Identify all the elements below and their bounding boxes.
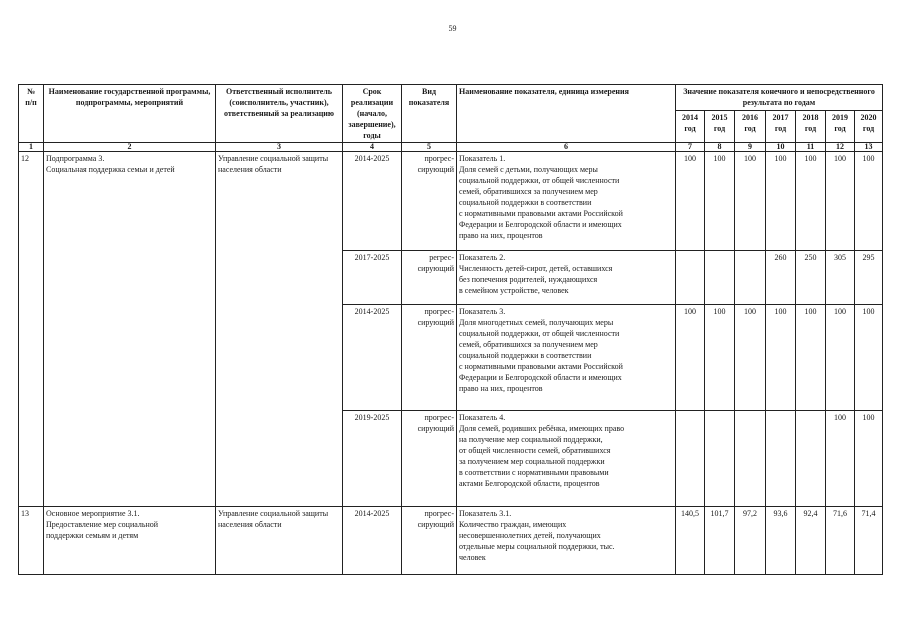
indicator-type: регрес- сирующий — [402, 251, 457, 305]
value-cell — [705, 251, 735, 305]
value-cell: 100 — [676, 152, 705, 251]
indicator-text: Показатель 4. Доля семей, родивших ребёнка, имеющих право на получение мер социальной поддержки, от общей численности семей, обратившихся за получением мер социальной поддержки в соответствии с нормативными правовыми актами Белгородской области, процентов — [457, 411, 676, 507]
header-type: Вид показателя — [402, 85, 457, 143]
program-name: Подпрограмма 3. Социальная поддержка семьи и детей — [44, 152, 216, 507]
column-number: 11 — [796, 143, 826, 152]
column-number: 6 — [457, 143, 676, 152]
header-indicator: Наименование показателя, единица измерения — [457, 85, 676, 143]
indicators-table — [18, 84, 883, 575]
value-cell: 100 — [705, 152, 735, 251]
column-number: 12 — [826, 143, 855, 152]
executor: Управление социальной защиты населения области — [216, 152, 343, 507]
value-cell — [676, 411, 705, 507]
indicator-text: Показатель 3.1. Количество граждан, имеющих несовершеннолетних детей, получающих отдельные меры социальной поддержки, тыс. человек — [457, 507, 676, 575]
indicator-text: Показатель 2. Численность детей-сирот, детей, оставшихся без попечения родителей, нуждающихся в семейном устройстве, человек — [457, 251, 676, 305]
period: 2014-2025 — [343, 152, 402, 251]
value-cell: 97,2 — [735, 507, 766, 575]
header-year: 2020 год — [855, 111, 883, 143]
column-number: 10 — [766, 143, 796, 152]
executor: Управление социальной защиты населения области — [216, 507, 343, 575]
column-number: 3 — [216, 143, 343, 152]
value-cell: 101,7 — [705, 507, 735, 575]
value-cell: 100 — [796, 152, 826, 251]
value-cell: 100 — [826, 305, 855, 411]
column-number: 5 — [402, 143, 457, 152]
header-name: Наименование государственной программы, подпрограммы, мероприятий — [44, 85, 216, 143]
header-num: № п/п — [19, 85, 44, 143]
header-executor: Ответственный исполнитель (соисполнитель, участник), ответственный за реализацию — [216, 85, 343, 143]
header-year: 2015 год — [705, 111, 735, 143]
value-cell: 260 — [766, 251, 796, 305]
value-cell — [766, 411, 796, 507]
column-number: 8 — [705, 143, 735, 152]
value-cell: 100 — [855, 305, 883, 411]
value-cell: 100 — [735, 152, 766, 251]
period: 2017-2025 — [343, 251, 402, 305]
value-cell — [705, 411, 735, 507]
table-row — [19, 507, 883, 575]
indicator-text: Показатель 1. Доля семей с детьми, получающих меры социальной поддержки, от общей численности семей, обратившихся за получением мер социальной поддержки в соответствии с нормативными правовыми актами Российской Федерации и Белгородской области и имеющих право на них, процентов — [457, 152, 676, 251]
header-year: 2019 год — [826, 111, 855, 143]
period: 2014-2025 — [343, 305, 402, 411]
value-cell: 100 — [826, 152, 855, 251]
value-cell: 100 — [766, 152, 796, 251]
value-cell: 100 — [735, 305, 766, 411]
column-number: 7 — [676, 143, 705, 152]
header-values: Значение показателя конечного и непосредственного результата по годам — [676, 85, 883, 111]
value-cell: 100 — [796, 305, 826, 411]
value-cell — [735, 411, 766, 507]
header-period: Срок реализации (начало, завершение), годы — [343, 85, 402, 143]
value-cell: 100 — [826, 411, 855, 507]
column-number: 13 — [855, 143, 883, 152]
value-cell: 100 — [705, 305, 735, 411]
value-cell: 100 — [676, 305, 705, 411]
header-year: 2014 год — [676, 111, 705, 143]
value-cell: 100 — [766, 305, 796, 411]
value-cell — [676, 251, 705, 305]
value-cell: 71,6 — [826, 507, 855, 575]
value-cell: 295 — [855, 251, 883, 305]
value-cell: 100 — [855, 411, 883, 507]
value-cell — [796, 411, 826, 507]
indicator-type: прогрес- сирующий — [402, 152, 457, 251]
row-number: 13 — [19, 507, 44, 575]
period: 2014-2025 — [343, 507, 402, 575]
value-cell: 305 — [826, 251, 855, 305]
indicator-type: прогрес- сирующий — [402, 305, 457, 411]
column-number: 2 — [44, 143, 216, 152]
column-number: 1 — [19, 143, 44, 152]
indicator-text: Показатель 3. Доля многодетных семей, получающих меры социальной поддержки, от общей численности семей, обратившихся за получением мер социальной поддержки в соответствии с нормативными правовыми актами Российской Федерации и Белгородской области и имеющих право на них, процентов — [457, 305, 676, 411]
page-number: 59 — [448, 24, 457, 33]
value-cell: 92,4 — [796, 507, 826, 575]
value-cell: 140,5 — [676, 507, 705, 575]
value-cell: 93,6 — [766, 507, 796, 575]
value-cell — [735, 251, 766, 305]
value-cell: 71,4 — [855, 507, 883, 575]
value-cell: 250 — [796, 251, 826, 305]
header-year: 2017 год — [766, 111, 796, 143]
table-row — [19, 152, 883, 251]
value-cell: 100 — [855, 152, 883, 251]
period: 2019-2025 — [343, 411, 402, 507]
column-number: 9 — [735, 143, 766, 152]
row-number: 12 — [19, 152, 44, 507]
header-year: 2018 год — [796, 111, 826, 143]
header-year: 2016 год — [735, 111, 766, 143]
indicator-type: прогрес- сирующий — [402, 411, 457, 507]
column-number: 4 — [343, 143, 402, 152]
program-name: Основное мероприятие 3.1. Предоставление мер социальной поддержки семьям и детям — [44, 507, 216, 575]
indicator-type: прогрес- сирующий — [402, 507, 457, 575]
